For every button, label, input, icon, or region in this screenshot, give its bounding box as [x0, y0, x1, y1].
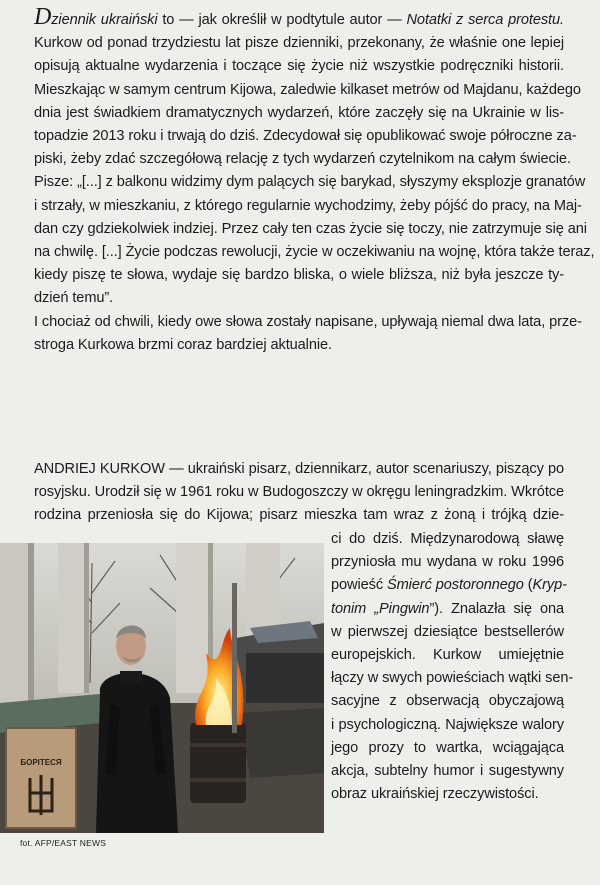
bio-line [34, 481, 564, 504]
author-bio-side [331, 528, 574, 806]
intro-line [34, 311, 582, 334]
text-run: piski, żeby zdać szczegółową relację z tych wydarzeń czytelnikom na całym świecie. [34, 151, 571, 168]
text-run: ci do dziś. Międzynarodową sławę [331, 531, 564, 547]
text-run: stroga Kurkowa brzmi coraz bardziej aktualnie. [34, 336, 332, 353]
italic-text: Śmierć postoronnego [386, 577, 524, 594]
text-run: dan czy gdziekolwiek indziej. Przez cały ten czas życie się toczy, nie zatrzymuje się ani [34, 220, 587, 237]
text-run: i psychologiczną. Największe walory [331, 716, 564, 733]
bio-side-line [331, 644, 564, 667]
intro-line [34, 79, 581, 102]
text-run: Mieszkając w samym centrum Kijowa, zaledwie kilkaset metrów od Majdanu, każdego [34, 81, 581, 98]
author-photo [0, 543, 324, 833]
photo-credit: fot. AFP/EAST NEWS [20, 838, 107, 848]
bio-line [34, 504, 564, 527]
text-run: kiedy piszę te słowa, wydaje się bardzo bliska, o wiele bliższa, niż była jeszcze ty- [34, 267, 564, 284]
bio-side-line [331, 528, 564, 551]
text-run: sacyjne z obserwacją obyczajową [331, 693, 564, 710]
intro-line [34, 148, 571, 171]
text-run: Kurkow od ponad trzydziestu lat pisze dzienniki, przekonany, że właśnie one lepiej [34, 35, 564, 52]
text-run: dzień temu”. [34, 290, 114, 307]
text-run: przyniosła mu wydana w roku 1996 [331, 554, 564, 571]
bio-side-line [331, 598, 564, 621]
text-run: I chociaż od chwili, kiedy owe słowa zostały napisane, upływają niemal dwa lata, prze- [34, 313, 582, 330]
text-run: ANDRIEJ KURKOW — ukraiński pisarz, dziennikarz, autor scenariuszy, piszący po [34, 461, 564, 477]
bio-side-line [331, 760, 564, 783]
intro-line [34, 264, 564, 287]
italic-text: ziennik ukraiński [51, 12, 158, 28]
intro-line [34, 287, 564, 310]
text-run: ”). Znalazła się ona [429, 600, 564, 617]
bio-side-line [331, 551, 564, 574]
bio-line [34, 458, 564, 481]
intro-line [34, 171, 586, 194]
bio-side-line [331, 714, 564, 737]
intro-line [34, 218, 587, 241]
text-run: Pisze: „[...] z balkonu widzimy dym palących się barykad, słyszymy eksplozje granatów [34, 174, 586, 191]
intro-line [34, 334, 564, 357]
intro-line [34, 195, 582, 218]
text-run: rosyjsku. Urodził się w 1961 roku w Budogoszczy w okręgu leningradzkim. Wkrótce [34, 484, 564, 501]
text-run: i strzały, w mieszkaniu, z którego regularnie wychodzimy, żeby pójść do pracy, na Maj- [34, 197, 582, 214]
text-run: europejskich. Kurkow umiejętnie [331, 647, 564, 664]
text-run: dnia jest świadkiem dramatycznych wydarzeń, które zaczęły się na Ukrainie w lis- [34, 104, 564, 121]
text-run: ( [523, 577, 533, 594]
bio-side-line [331, 667, 574, 690]
intro-line [34, 32, 564, 55]
text-run: obraz ukraińskiej rzeczywistości. [331, 786, 539, 803]
intro-line [34, 125, 577, 148]
text-run: rodzina przeniosła się do Kijowa; pisarz mieszka tam wraz z żoną i trójką dzie- [34, 507, 564, 524]
protest-sign-text: БОРІТЕСЯ [20, 758, 62, 767]
text-run: łączy w swych powieściach wątki sen- [331, 670, 574, 687]
text-run: topadzie 2013 roku i trwają do dziś. Zdecydował się opublikować swoje półroczne za- [34, 128, 577, 145]
text-run: jego prozy to wartka, wciągająca [331, 739, 564, 756]
author-photo-illustration [0, 543, 324, 833]
italic-text: Notatki z serca protestu. [406, 12, 564, 28]
bio-side-line [331, 737, 564, 760]
intro-line [34, 55, 564, 78]
intro-line [34, 102, 564, 125]
bio-side-line [331, 574, 567, 597]
text-run: powieść [331, 577, 387, 594]
text-run: to — jak określił w podtytule autor — [157, 12, 407, 28]
text-run: w pierwszej dziesiątce bestsellerów [331, 623, 564, 640]
intro-line [34, 4, 564, 32]
author-bio-top [34, 458, 564, 528]
text-run: akcja, subtelny humor i sugestywny [331, 763, 564, 780]
bio-side-line [331, 783, 564, 806]
intro-line [34, 241, 595, 264]
italic-text: tonim „Pingwin [331, 600, 430, 617]
italic-text: Kryp- [532, 577, 567, 594]
bio-side-line [331, 690, 564, 713]
text-run: opisują aktualne wydarzenia i toczące się życie niż wszystkie podręczniki historii. [34, 58, 564, 75]
text-run: na chwilę. [...] Życie podczas rewolucji, życie w oczekiwaniu na wojnę, która także teraz, [34, 244, 595, 261]
drop-cap: D [34, 4, 52, 30]
intro-paragraph [34, 4, 595, 357]
bio-side-line [331, 621, 564, 644]
